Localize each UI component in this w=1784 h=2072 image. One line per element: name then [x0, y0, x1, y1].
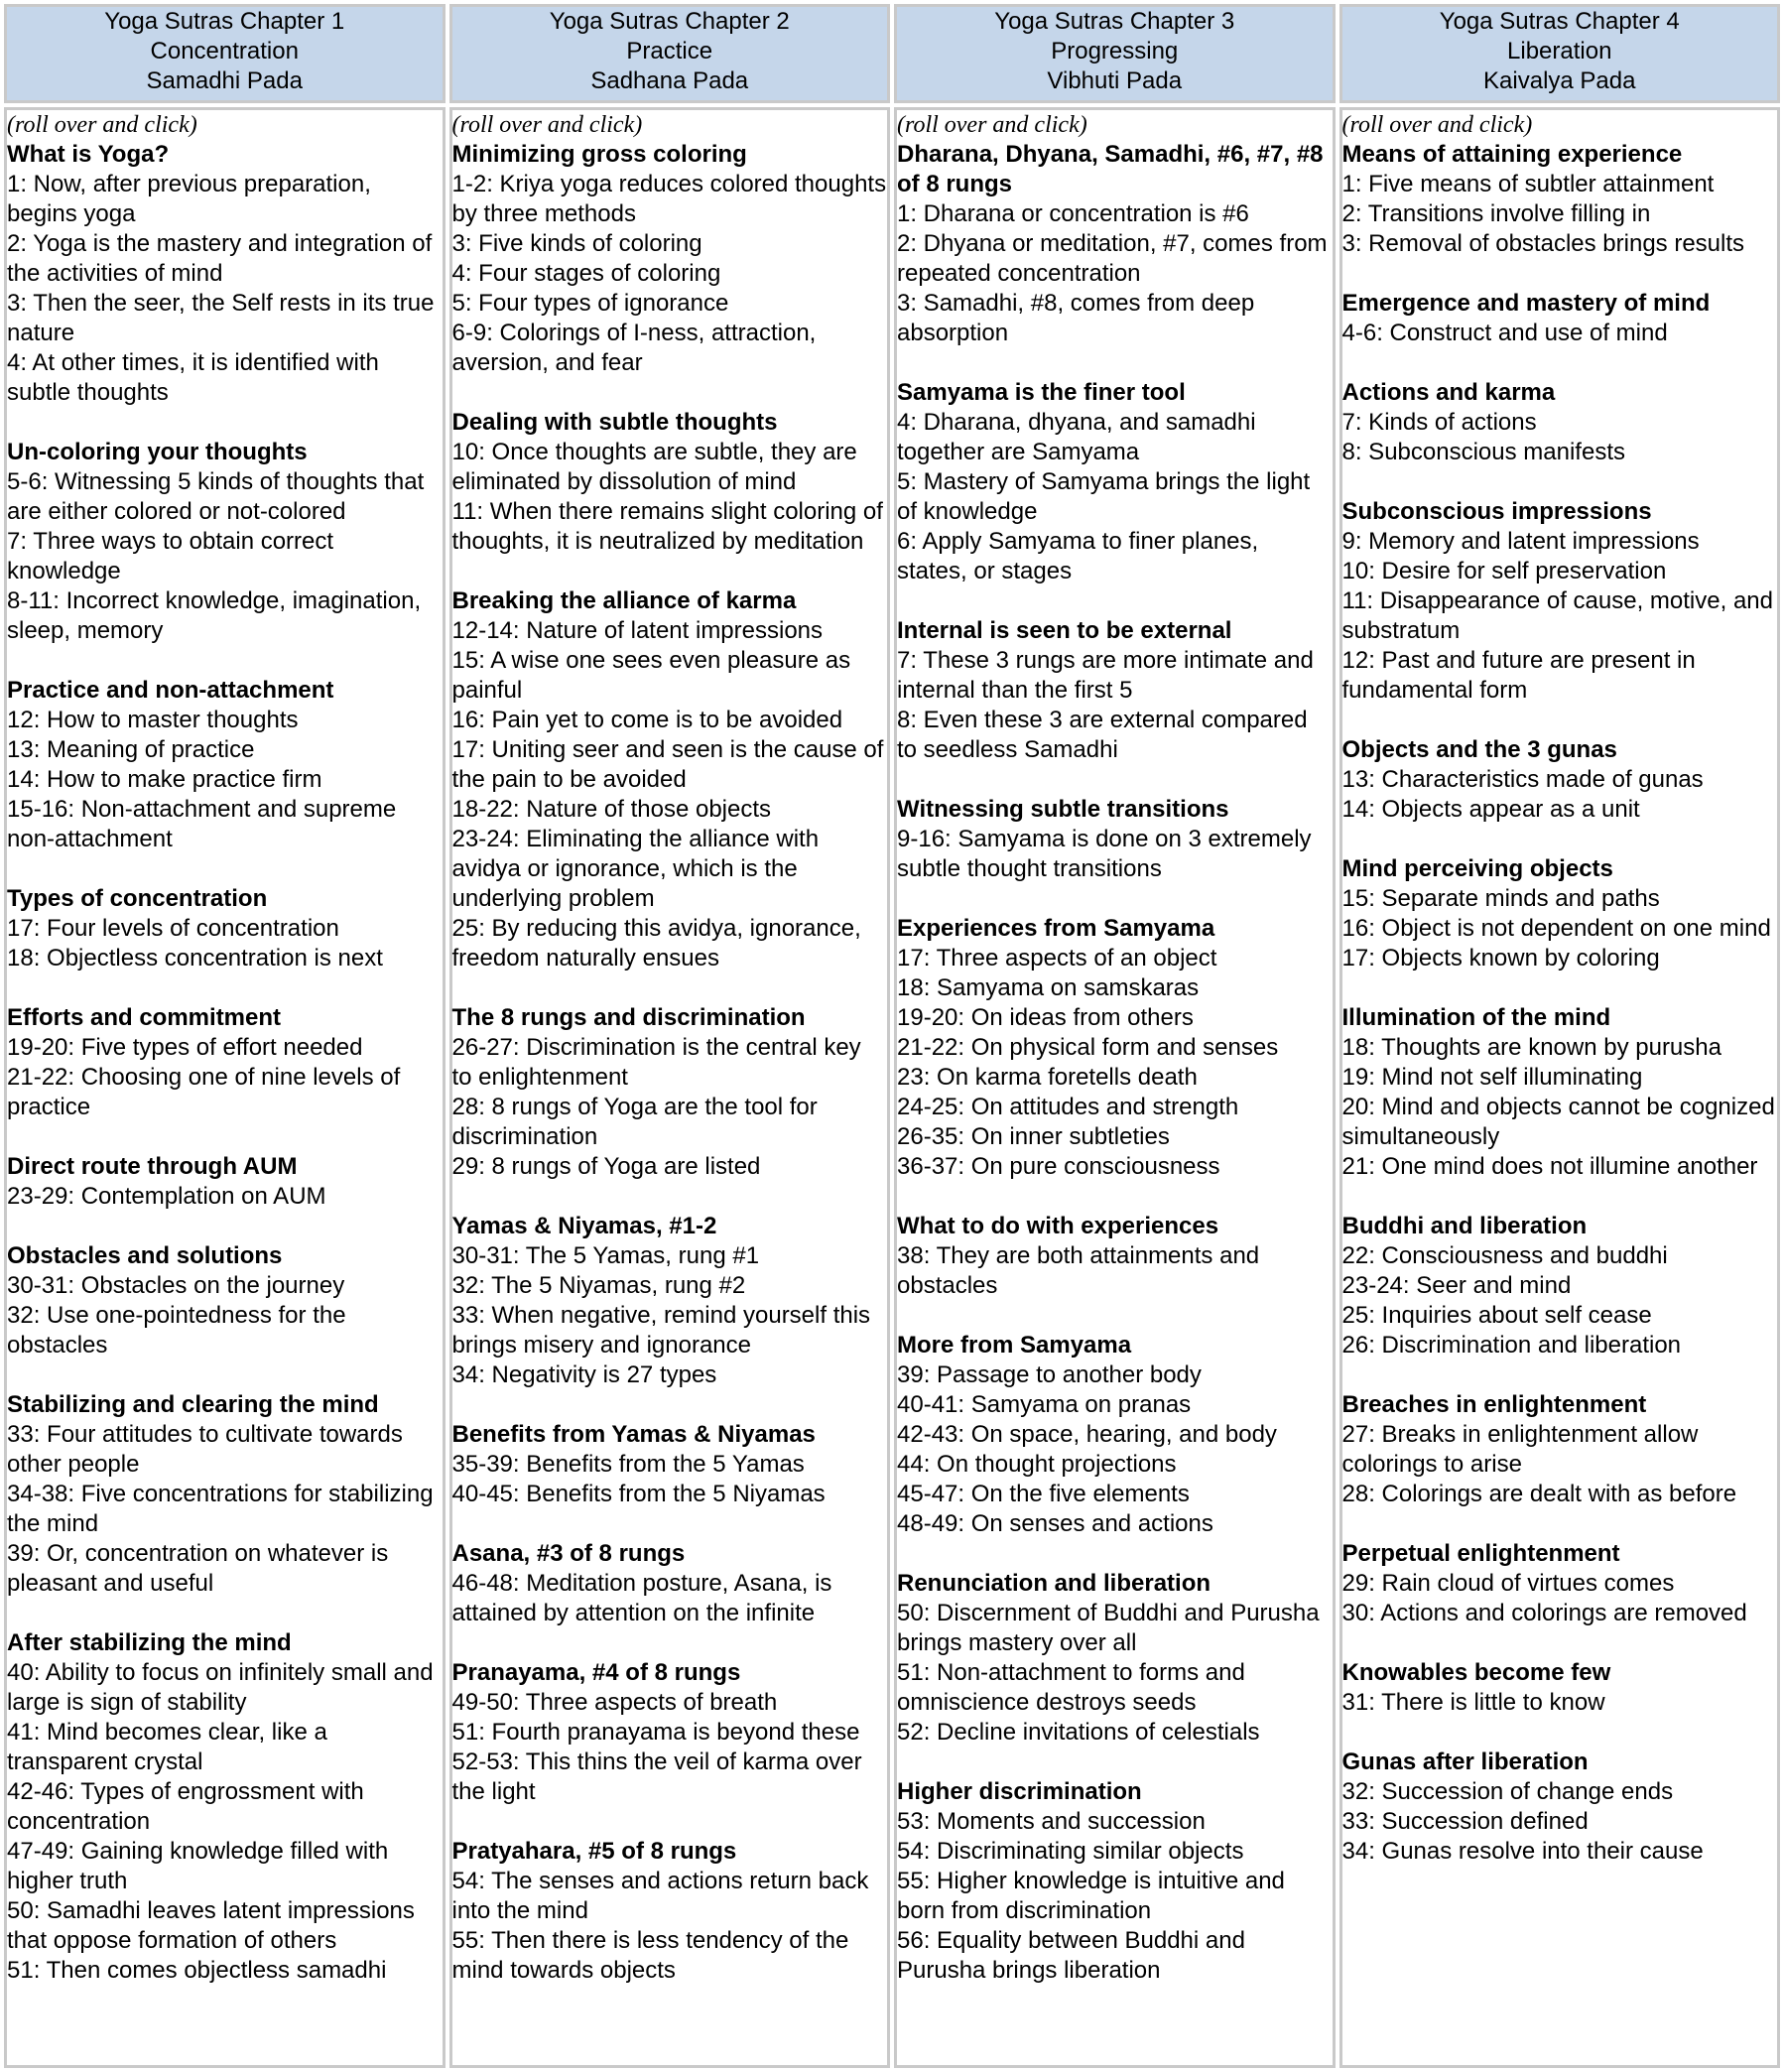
sutra-section [452, 1003, 888, 1182]
section-title-link[interactable]: Direct route through AUM [7, 1153, 298, 1180]
sutra-link[interactable]: 50: Samadhi leaves latent impressions that oppose formation of others [7, 1897, 415, 1954]
sutra-section [1342, 140, 1778, 259]
sutra-section [452, 140, 888, 378]
section-title-link[interactable]: The 8 rungs and discrimination [451, 1004, 806, 1031]
sutra-link[interactable]: 26: Discrimination and liberation [1341, 1332, 1682, 1359]
sutra-link[interactable]: 12: Past and future are present in fundamental form [1341, 647, 1696, 704]
sutra-link[interactable]: 54: The senses and actions return back into the mind [451, 1868, 869, 1924]
sutra-section [452, 1539, 888, 1628]
section-title-link[interactable]: Renunciation and liberation [897, 1570, 1211, 1597]
section-title-link[interactable]: More from Samyama [897, 1332, 1132, 1359]
sutra-link[interactable]: 1-2: Kriya yoga reduces colored thoughts by three methods [451, 171, 887, 227]
sutra-link[interactable]: 5: Mastery of Samyama brings the light of knowledge [897, 468, 1311, 525]
sutra-link[interactable]: 21: One mind does not illumine another [1341, 1153, 1758, 1180]
section-title-link[interactable]: Dealing with subtle thoughts [451, 409, 778, 436]
sutra-section [7, 1390, 443, 1599]
sutra-link[interactable]: 2: Dhyana or meditation, #7, comes from repeated concentration [897, 230, 1328, 287]
sutra-section [452, 1212, 888, 1390]
section-title-link[interactable]: Objects and the 3 gunas [1341, 736, 1617, 763]
sutra-link[interactable]: 27: Breaks in enlightenment allow colorings to arise [1341, 1421, 1699, 1478]
sutra-link[interactable]: 15: A wise one sees even pleasure as painful [451, 647, 851, 704]
sutra-section [1342, 1212, 1778, 1360]
sutra-section [7, 140, 443, 408]
section-title-link[interactable]: Higher discrimination [897, 1778, 1142, 1805]
sutra-link[interactable]: 17: Three aspects of an object [897, 945, 1217, 971]
chapter-theme: Practice [626, 38, 713, 65]
sutra-link[interactable]: 13: Characteristics made of gunas [1341, 766, 1704, 793]
sutra-link[interactable]: 2: Yoga is the mastery and integration of the activities of mind [7, 230, 433, 287]
sutra-link[interactable]: 10: Once thoughts are subtle, they are eliminated by dissolution of mind [451, 439, 857, 495]
sutra-link[interactable]: 4: At other times, it is identified with subtle thoughts [7, 349, 379, 406]
sutra-section [7, 1152, 443, 1212]
sutra-link[interactable]: 39: Or, concentration on whatever is pleasant and useful [7, 1540, 389, 1597]
sutra-link[interactable]: 45-47: On the five elements [897, 1481, 1190, 1507]
section-title-link[interactable]: Asana, #3 of 8 rungs [451, 1540, 686, 1567]
sutra-link[interactable]: 10: Desire for self preservation [1341, 558, 1667, 584]
sutra-link[interactable]: 32: The 5 Niyamas, rung #2 [451, 1272, 746, 1299]
sutra-link[interactable]: 29: Rain cloud of virtues comes [1341, 1570, 1675, 1597]
sutra-link[interactable]: 32: Use one-pointedness for the obstacles [7, 1302, 346, 1359]
sutra-section [1342, 1748, 1778, 1867]
section-title-link[interactable]: Benefits from Yamas & Niyamas [451, 1421, 816, 1448]
sutra-link[interactable]: 23-24: Seer and mind [1341, 1272, 1572, 1299]
sutra-link[interactable]: 46-48: Meditation posture, Asana, is attained by attention on the infinite [451, 1570, 832, 1626]
section-title-link[interactable]: Samyama is the finer tool [897, 379, 1186, 406]
chapter-column-2 [449, 107, 891, 2068]
section-title-link[interactable]: Means of attaining experience [1341, 141, 1683, 168]
sutra-link[interactable]: 15: Separate minds and paths [1341, 885, 1660, 912]
sutra-link[interactable]: 47-49: Gaining knowledge filled with higher truth [7, 1838, 389, 1894]
sutra-section [1342, 1658, 1778, 1718]
sutra-link[interactable]: 49-50: Three aspects of breath [451, 1689, 778, 1716]
section-title-link[interactable]: Emergence and mastery of mind [1341, 290, 1711, 317]
section-title-link[interactable]: Perpetual enlightenment [1341, 1540, 1620, 1567]
roll-over-hint: (roll over and click) [7, 112, 197, 138]
sutra-link[interactable]: 19-20: On ideas from others [897, 1004, 1194, 1031]
section-title-link[interactable]: Pratyahara, #5 of 8 rungs [451, 1838, 737, 1865]
sutra-link[interactable]: 34: Gunas resolve into their cause [1341, 1838, 1704, 1865]
sutra-link[interactable]: 38: They are both attainments and obstacles [897, 1242, 1260, 1299]
section-title-link[interactable]: After stabilizing the mind [7, 1629, 292, 1656]
sutra-link[interactable]: 17: Objects known by coloring [1341, 945, 1660, 971]
chapter-title: Yoga Sutras Chapter 2 [549, 8, 790, 35]
section-title-link[interactable]: Experiences from Samyama [897, 915, 1215, 942]
sutra-link[interactable]: 17: Uniting seer and seen is the cause of the pain to be avoided [451, 736, 884, 793]
sutra-link[interactable]: 50: Discernment of Buddhi and Purusha brings mastery over all [897, 1600, 1320, 1656]
sutra-link[interactable]: 30-31: Obstacles on the journey [7, 1272, 345, 1299]
sutra-link[interactable]: 12-14: Nature of latent impressions [451, 617, 824, 644]
sutra-section [1342, 1003, 1778, 1182]
sutra-link[interactable]: 15-16: Non-attachment and supreme non-attachment [7, 796, 397, 852]
roll-over-hint: (roll over and click) [451, 112, 643, 138]
section-title-link[interactable]: Breaches in enlightenment [1341, 1391, 1647, 1418]
sutra-link[interactable]: 6: Apply Samyama to finer planes, states, or stages [897, 528, 1259, 584]
sutra-link[interactable]: 7: Three ways to obtain correct knowledge [7, 528, 334, 584]
sutra-link[interactable]: 31: There is little to know [1341, 1689, 1605, 1716]
section-title-link[interactable]: Illumination of the mind [1341, 1004, 1611, 1031]
sutra-link[interactable]: 23: On karma foretells death [897, 1064, 1198, 1091]
sutra-section [897, 1777, 1333, 1986]
section-title-link[interactable]: Breaking the alliance of karma [451, 587, 797, 614]
sutra-link[interactable]: 18: Objectless concentration is next [7, 945, 383, 971]
sutra-link[interactable]: 16: Object is not dependent on one mind [1341, 915, 1771, 942]
sutra-link[interactable]: 35-39: Benefits from the 5 Yamas [451, 1451, 805, 1478]
sutra-link[interactable]: 33: Succession defined [1341, 1808, 1589, 1835]
sutra-section [452, 1420, 888, 1509]
sutra-section [7, 438, 443, 646]
sutra-section [7, 1628, 443, 1986]
sutra-section [7, 676, 443, 854]
sutra-section [7, 1241, 443, 1360]
chapter-theme: Concentration [150, 38, 299, 65]
sutra-section [1342, 735, 1778, 825]
sutra-link[interactable]: 55: Then there is less tendency of the mind towards objects [451, 1927, 849, 1984]
section-title-link[interactable]: Types of concentration [7, 885, 268, 912]
chapter-theme: Liberation [1507, 38, 1612, 65]
sutra-section [452, 586, 888, 973]
sutra-link[interactable]: 42-43: On space, hearing, and body [897, 1421, 1277, 1448]
sutra-section [1342, 1539, 1778, 1628]
sutra-link[interactable]: 25: Inquiries about self cease [1341, 1302, 1652, 1329]
section-title-link[interactable]: Actions and karma [1341, 379, 1556, 406]
sutra-link[interactable]: 16: Pain yet to come is to be avoided [451, 707, 843, 733]
sutra-link[interactable]: 28: Colorings are dealt with as before [1341, 1481, 1737, 1507]
sutra-link[interactable]: 7: These 3 rungs are more intimate and internal than the first 5 [897, 647, 1314, 704]
sutra-link[interactable]: 1: Five means of subtler attainment [1341, 171, 1715, 197]
chapter-theme: Progressing [1051, 38, 1179, 65]
sutra-link[interactable]: 18-22: Nature of those objects [451, 796, 772, 823]
sutra-link[interactable]: 21-22: On physical form and senses [897, 1034, 1279, 1061]
section-title-link[interactable]: What to do with experiences [897, 1213, 1219, 1239]
sutra-link[interactable]: 14: How to make practice firm [7, 766, 322, 793]
chapter-title: Yoga Sutras Chapter 4 [1439, 8, 1680, 35]
sutra-section [897, 1212, 1333, 1301]
section-title-link[interactable]: Subconscious impressions [1341, 498, 1652, 525]
sutra-link[interactable]: 9-16: Samyama is done on 3 extremely subtle thought transitions [897, 826, 1312, 882]
section-title-link[interactable]: Mind perceiving objects [1341, 855, 1613, 882]
sutra-link[interactable]: 8: Even these 3 are external compared to seedless Samadhi [897, 707, 1308, 763]
sutra-link[interactable]: 48-49: On senses and actions [897, 1510, 1213, 1537]
sutra-link[interactable]: 8: Subconscious manifests [1341, 439, 1625, 465]
sutra-link[interactable]: 56: Equality between Buddhi and Purusha brings liberation [897, 1927, 1245, 1984]
sutra-section [452, 1837, 888, 1986]
sutra-link[interactable]: 11: Disappearance of cause, motive, and substratum [1341, 587, 1773, 644]
sutra-link[interactable]: 20: Mind and objects cannot be cognized simultaneously [1341, 1094, 1775, 1150]
sutra-link[interactable]: 26-35: On inner subtleties [897, 1123, 1170, 1150]
section-title-link[interactable]: What is Yoga? [7, 141, 170, 168]
section-title-link[interactable]: Minimizing gross coloring [451, 141, 747, 168]
section-title-link[interactable]: Witnessing subtle transitions [897, 796, 1229, 823]
section-title-link[interactable]: Buddhi and liberation [1341, 1213, 1588, 1239]
sutra-link[interactable]: 4: Four stages of coloring [451, 260, 721, 287]
section-title-link[interactable]: Dharana, Dhyana, Samadhi, #6, #7, #8 of 8 rungs [897, 141, 1324, 197]
sutra-link[interactable]: 2: Transitions involve filling in [1341, 200, 1651, 227]
sutra-link[interactable]: 3: Five kinds of coloring [451, 230, 702, 257]
sutra-link[interactable]: 42-46: Types of engrossment with concentration [7, 1778, 364, 1835]
sutra-link[interactable]: 11: When there remains slight coloring of thoughts, it is neutralized by meditation [451, 498, 883, 555]
chapter-header-4 [1339, 4, 1781, 103]
sutra-link[interactable]: 54: Discriminating similar objects [897, 1838, 1244, 1865]
section-title-link[interactable]: Un-coloring your thoughts [7, 439, 308, 465]
sutra-link[interactable]: 4-6: Construct and use of mind [1341, 320, 1668, 346]
sutra-link[interactable]: 3: Samadhi, #8, comes from deep absorption [897, 290, 1255, 346]
sutra-link[interactable]: 17: Four levels of concentration [7, 915, 339, 942]
sutra-link[interactable]: 34-38: Five concentrations for stabilizing the mind [7, 1481, 434, 1537]
sutra-section [897, 914, 1333, 1182]
sutra-link[interactable]: 19: Mind not self illuminating [1341, 1064, 1643, 1091]
section-title-link[interactable]: Stabilizing and clearing the mind [7, 1391, 379, 1418]
sutra-link[interactable]: 25: By reducing this avidya, ignorance, freedom naturally ensues [451, 915, 861, 971]
sutra-link[interactable]: 1: Now, after previous preparation, begins yoga [7, 171, 371, 227]
sutra-link[interactable]: 3: Removal of obstacles brings results [1341, 230, 1745, 257]
sutra-link[interactable]: 36-37: On pure consciousness [897, 1153, 1220, 1180]
chapter-pada: Samadhi Pada [146, 67, 303, 94]
section-title-link[interactable]: Yamas & Niyamas, #1-2 [451, 1213, 717, 1239]
section-title-link[interactable]: Gunas after liberation [1341, 1748, 1589, 1775]
chapter-header-3 [894, 4, 1336, 103]
sutra-link[interactable]: 52: Decline invitations of celestials [897, 1719, 1260, 1746]
sutra-section [452, 1658, 888, 1807]
sutra-link[interactable]: 18: Thoughts are known by purusha [1341, 1034, 1721, 1061]
chapter-header-2 [449, 4, 891, 103]
sutra-link[interactable]: 23-29: Contemplation on AUM [7, 1183, 326, 1210]
chapter-column-1 [4, 107, 446, 2068]
sutra-link[interactable]: 52-53: This thins the veil of karma over the light [451, 1748, 862, 1805]
sutra-section [1342, 289, 1778, 348]
sutra-link[interactable]: 29: 8 rungs of Yoga are listed [451, 1153, 761, 1180]
sutra-link[interactable]: 26-27: Discrimination is the central key to enlightenment [451, 1034, 861, 1091]
sutra-link[interactable]: 13: Meaning of practice [7, 736, 255, 763]
sutra-section [1342, 497, 1778, 706]
chapter-column-4 [1339, 107, 1781, 2068]
sutra-link[interactable]: 30-31: The 5 Yamas, rung #1 [451, 1242, 760, 1269]
sutra-link[interactable]: 4: Dharana, dhyana, and samadhi together are Samyama [897, 409, 1256, 465]
sutra-link[interactable]: 1: Dharana or concentration is #6 [897, 200, 1249, 227]
sutra-link[interactable]: 51: Then comes objectless samadhi [7, 1957, 387, 1984]
sutra-link[interactable]: 12: How to master thoughts [7, 707, 299, 733]
sutra-section [452, 408, 888, 557]
sutra-link[interactable]: 14: Objects appear as a unit [1341, 796, 1640, 823]
sutra-link[interactable]: 40-45: Benefits from the 5 Niyamas [451, 1481, 826, 1507]
sutra-section [7, 884, 443, 973]
chapter-header-1 [4, 4, 446, 103]
sutra-link[interactable]: 5-6: Witnessing 5 kinds of thoughts that are either colored or not-colored [7, 468, 425, 525]
sutra-link[interactable]: 40: Ability to focus on infinitely small and large is sign of stability [7, 1659, 434, 1716]
sutra-section [7, 1003, 443, 1122]
sutra-link[interactable]: 32: Succession of change ends [1341, 1778, 1674, 1805]
sutra-link[interactable]: 39: Passage to another body [897, 1361, 1202, 1388]
roll-over-hint: (roll over and click) [897, 112, 1087, 138]
sutra-section [897, 140, 1333, 348]
sutra-link[interactable]: 19-20: Five types of effort needed [7, 1034, 363, 1061]
sutra-link[interactable]: 34: Negativity is 27 types [451, 1361, 717, 1388]
sutra-link[interactable]: 53: Moments and succession [897, 1808, 1206, 1835]
chapter-title: Yoga Sutras Chapter 3 [994, 8, 1235, 35]
sutra-link[interactable]: 6-9: Colorings of I-ness, attraction, aversion, and fear [451, 320, 817, 376]
sutra-section [897, 1331, 1333, 1539]
content-row [4, 107, 1780, 2068]
sutra-section [1342, 1390, 1778, 1509]
sutra-link[interactable]: 3: Then the seer, the Self rests in its true nature [7, 290, 435, 346]
sutra-section [897, 378, 1333, 586]
sutra-link[interactable]: 55: Higher knowledge is intuitive and born from discrimination [897, 1868, 1285, 1924]
sutra-link[interactable]: 33: Four attitudes to cultivate towards other people [7, 1421, 403, 1478]
sutra-link[interactable]: 41: Mind becomes clear, like a transparent crystal [7, 1719, 327, 1775]
section-title-link[interactable]: Practice and non-attachment [7, 677, 334, 704]
sutra-link[interactable]: 7: Kinds of actions [1341, 409, 1537, 436]
section-title-link[interactable]: Internal is seen to be external [897, 617, 1232, 644]
sutra-link[interactable]: 40-41: Samyama on pranas [897, 1391, 1192, 1418]
sutra-link[interactable]: 30: Actions and colorings are removed [1341, 1600, 1747, 1626]
sutra-link[interactable]: 21-22: Choosing one of nine levels of practice [7, 1064, 401, 1120]
header-row [4, 4, 1780, 103]
chapter-column-3 [894, 107, 1336, 2068]
sutra-link[interactable]: 24-25: On attitudes and strength [897, 1094, 1239, 1120]
sutra-link[interactable]: 18: Samyama on samskaras [897, 974, 1200, 1001]
sutra-link[interactable]: 51: Non-attachment to forms and omniscience destroys seeds [897, 1659, 1245, 1716]
sutra-link[interactable]: 8-11: Incorrect knowledge, imagination, sleep, memory [7, 587, 422, 644]
sutra-link[interactable]: 5: Four types of ignorance [451, 290, 729, 317]
sutra-link[interactable]: 33: When negative, remind yourself this brings misery and ignorance [451, 1302, 871, 1359]
sutra-section [897, 795, 1333, 884]
chapter-pada: Vibhuti Pada [1047, 67, 1183, 94]
chapter-pada: Kaivalya Pada [1483, 67, 1636, 94]
roll-over-hint: (roll over and click) [1341, 112, 1533, 138]
chapter-title: Yoga Sutras Chapter 1 [104, 8, 345, 35]
sutra-link[interactable]: 23-24: Eliminating the alliance with avidya or ignorance, which is the underlying problem [451, 826, 820, 912]
sutra-section [897, 616, 1333, 765]
sutra-link[interactable]: 44: On thought projections [897, 1451, 1177, 1478]
sutra-section [1342, 378, 1778, 467]
sutra-section [897, 1569, 1333, 1748]
sutra-link[interactable]: 9: Memory and latent impressions [1341, 528, 1700, 555]
section-title-link[interactable]: Obstacles and solutions [7, 1242, 283, 1269]
sutra-link[interactable]: 28: 8 rungs of Yoga are the tool for discrimination [451, 1094, 818, 1150]
section-title-link[interactable]: Knowables become few [1341, 1659, 1611, 1686]
chapter-pada: Sadhana Pada [590, 67, 749, 94]
sutra-link[interactable]: 51: Fourth pranayama is beyond these [451, 1719, 860, 1746]
sutra-link[interactable]: 22: Consciousness and buddhi [1341, 1242, 1668, 1269]
sutra-section [1342, 854, 1778, 973]
section-title-link[interactable]: Pranayama, #4 of 8 rungs [451, 1659, 741, 1686]
section-title-link[interactable]: Efforts and commitment [7, 1004, 282, 1031]
